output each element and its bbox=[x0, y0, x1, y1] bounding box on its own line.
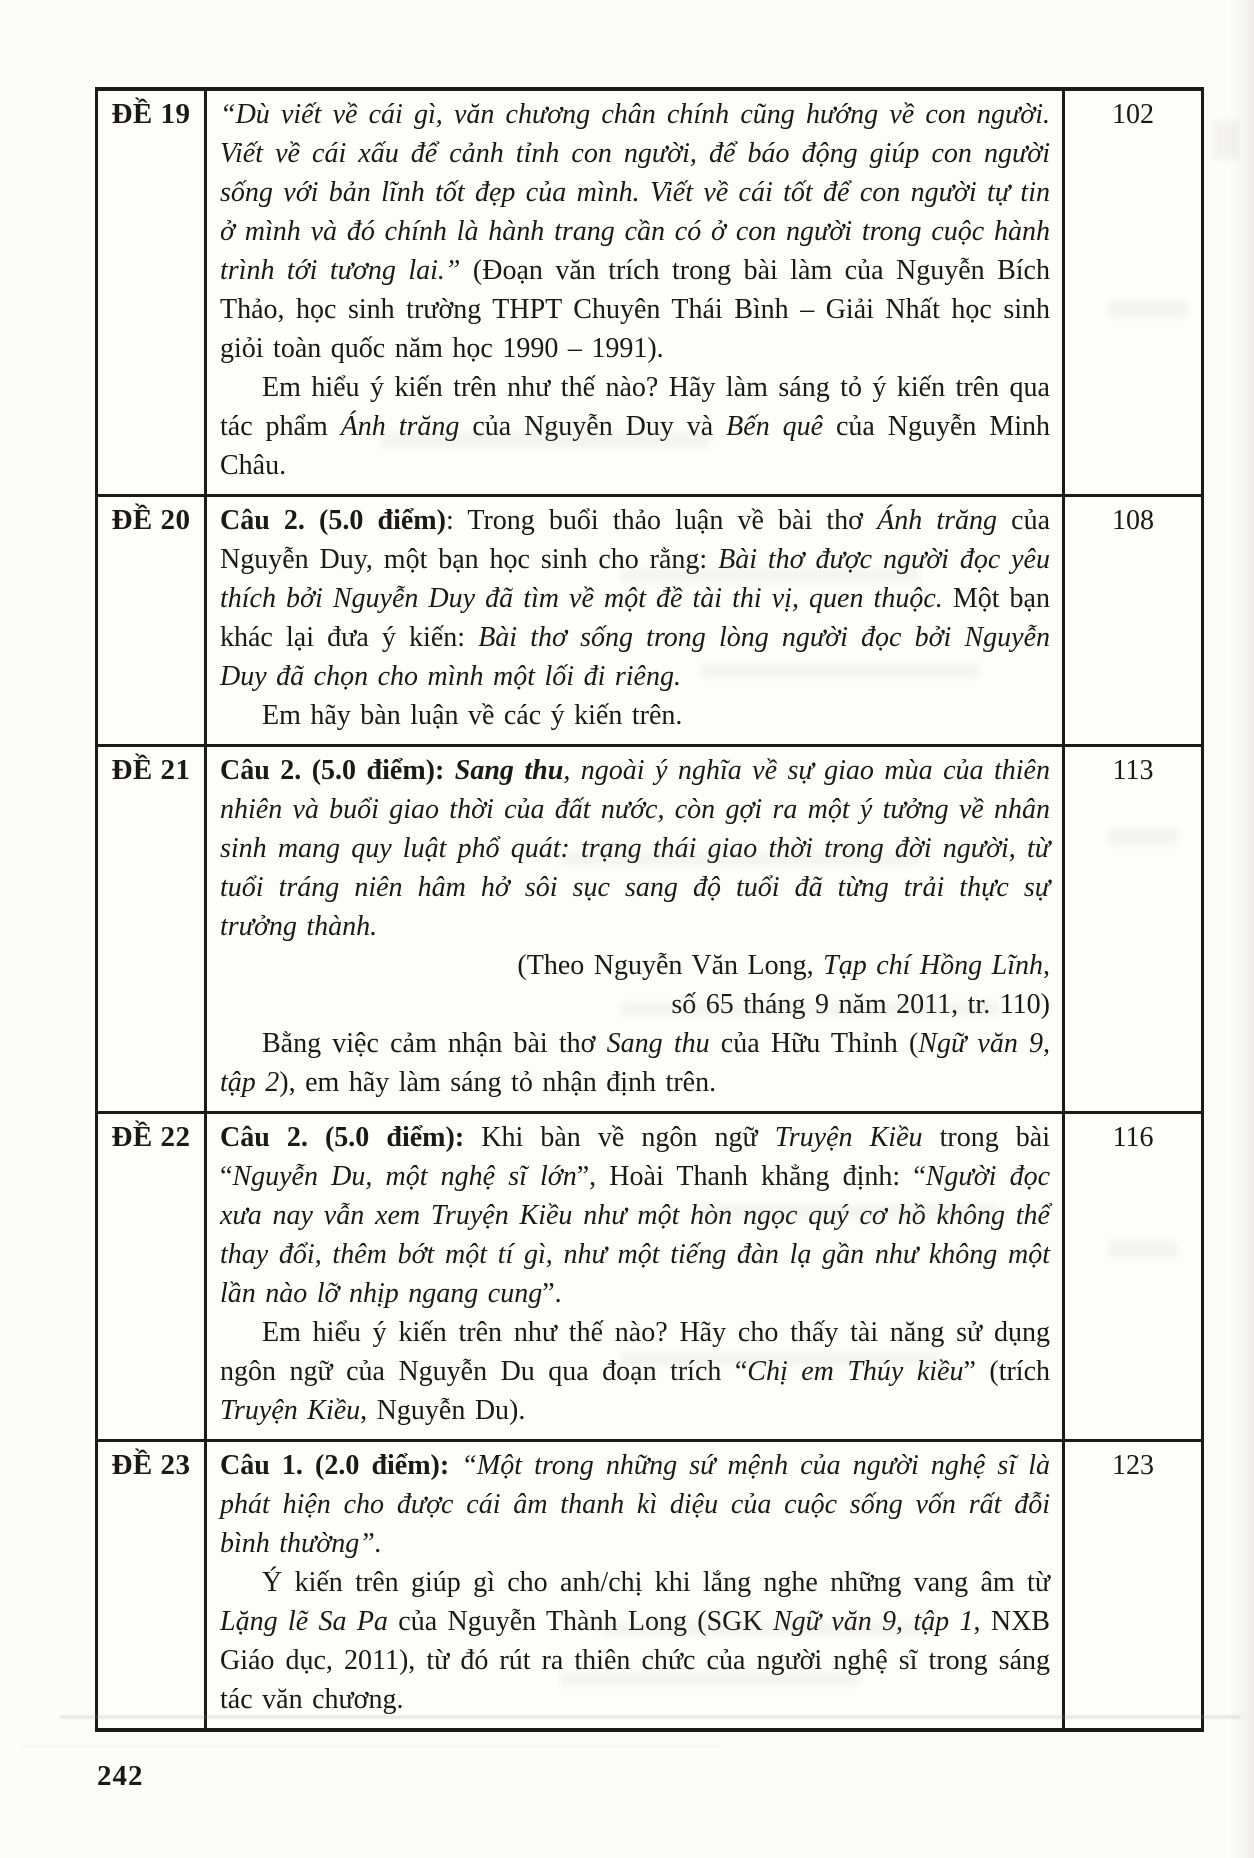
text-run: Khi bàn về ngôn ngữ bbox=[481, 1122, 775, 1153]
text-run: Nguyễn Du, một nghệ sĩ lớn bbox=[232, 1161, 577, 1192]
page-number: 108 bbox=[1112, 505, 1154, 536]
exam-description bbox=[207, 747, 1065, 1111]
text-run: Ý kiến trên giúp gì cho anh/chị khi lắng nghe những vang âm từ bbox=[262, 1567, 1050, 1598]
exam-description bbox=[207, 497, 1065, 744]
scan-edge-line bbox=[20, 1746, 720, 1747]
text-run: ”. bbox=[542, 1278, 562, 1309]
paragraph bbox=[220, 751, 1050, 946]
paragraph bbox=[220, 985, 1050, 1024]
text-run: Tạp chí Hồng Lĩnh bbox=[823, 950, 1043, 981]
text-run: : Trong buổi thảo luận về bài thơ bbox=[445, 505, 878, 536]
page-number: 102 bbox=[1112, 99, 1154, 130]
text-run: số 65 tháng 9 năm 2011, tr. 110) bbox=[671, 989, 1050, 1020]
exam-description bbox=[207, 1442, 1065, 1728]
scan-edge-shadow bbox=[1228, 0, 1254, 1858]
text-run: “Dù viết về cái gì, văn chương chân chính cũng hướng về con người. Viết về cái xấu để cảnh tỉnh con người, để báo động giúp con người sống với bản lĩnh tốt đẹp của mình. Viết về cái tốt để con người tự tin ở mình và đó chính là hành trang cần có ở con người trong cuộc hành trình tới tương lai.” bbox=[220, 99, 1050, 286]
contents-table bbox=[95, 87, 1204, 1732]
text-run: , ngoài ý nghĩa về sự giao mùa của thiên nhiên và buổi giao thời của đất nước, còn gợi ra một ý tưởng về nhân sinh mang quy luật phổ quát: trạng thái giao thời trong đời người, từ tuổi tráng niên hâm hở sôi sục sang độ tuổi đã từng trải thực sự trưởng thành. bbox=[220, 755, 1050, 942]
paragraph bbox=[220, 1024, 1050, 1102]
text-run: (Theo Nguyễn Văn Long, bbox=[517, 950, 824, 981]
text-run: Bài thơ sống trong lòng người đọc bởi Nguyễn Duy đã chọn cho mình một lối đi riêng. bbox=[220, 622, 1051, 692]
table-row bbox=[98, 1439, 1201, 1728]
text-run: Câu 2. (5.0 điểm): bbox=[220, 1122, 482, 1153]
text-run: Ngữ văn 9, tập 2 bbox=[220, 1028, 1051, 1098]
text-run: Bài thơ được người đọc yêu thích bởi Nguyễn Duy đã tìm về một đề tài thi vị, quen thuộc. bbox=[220, 544, 1050, 614]
table-row bbox=[98, 1111, 1201, 1439]
exam-number-label: ĐỀ 19 bbox=[98, 91, 207, 494]
text-run: Sang thu bbox=[454, 755, 564, 786]
text-run: Một bạn khác lại đưa ý kiến: bbox=[220, 583, 1050, 653]
text-run: Chị em Thúy kiều bbox=[747, 1356, 964, 1387]
exam-number-label: ĐỀ 22 bbox=[98, 1114, 207, 1439]
text-run: , NXB Giáo dục, 2011), từ đó rút ra thiên chức của người nghệ sĩ trong sáng tác văn chương. bbox=[220, 1606, 1050, 1715]
text-run: của Nguyễn Minh Châu. bbox=[220, 411, 1050, 481]
text-run: Ánh trăng bbox=[877, 505, 998, 536]
footer-page-number: 242 bbox=[97, 1760, 144, 1792]
paragraph bbox=[220, 368, 1050, 485]
text-run: ” (trích bbox=[963, 1356, 1051, 1387]
text-run: Em hiểu ý kiến trên như thế nào? Hãy cho thấy tài năng sử dụng ngôn ngữ của Nguyễn Du qua đoạn trích “ bbox=[220, 1317, 1050, 1387]
paragraph bbox=[220, 1446, 1050, 1563]
text-run: Bến quê bbox=[726, 411, 824, 442]
text-run: Sang thu bbox=[606, 1028, 710, 1059]
page-number: 123 bbox=[1112, 1450, 1154, 1481]
text-run: Em hiểu ý kiến trên như thế nào? Hãy làm sáng tỏ ý kiến trên qua tác phẩm bbox=[220, 372, 1050, 442]
text-run: Câu 2. (5.0 điểm): bbox=[220, 755, 455, 786]
paragraph bbox=[220, 95, 1050, 368]
text-run: Câu 2. (5.0 điểm) bbox=[220, 505, 446, 536]
text-run: (Đoạn văn trích trong bài làm của Nguyễn Bích Thảo, học sinh trường THPT Chuyên Thái Bình – Giải Nhất học sinh giỏi toàn quốc năm học 1990 – 1991). bbox=[220, 255, 1050, 364]
page-number: 116 bbox=[1112, 1122, 1154, 1153]
text-run: Ngữ văn 9, tập 1 bbox=[772, 1606, 974, 1637]
text-run: “Một trong những sứ mệnh của người nghệ sĩ là phát hiện cho được cái âm thanh kì diệu của cuộc sống vốn rất đỗi bình thường”. bbox=[220, 1450, 1050, 1559]
page-number: 113 bbox=[1112, 755, 1154, 786]
text-run: Ánh trăng bbox=[340, 411, 460, 442]
text-run: Em hãy bàn luận về các ý kiến trên. bbox=[262, 700, 683, 731]
text-run: Bằng việc cảm nhận bài thơ bbox=[262, 1028, 607, 1059]
text-run: của Nguyễn Duy và bbox=[459, 411, 727, 442]
exam-number-label: ĐỀ 20 bbox=[98, 497, 207, 744]
text-run: ), em hãy làm sáng tỏ nhận định trên. bbox=[279, 1067, 717, 1098]
exam-number-label: ĐỀ 21 bbox=[98, 747, 207, 1111]
paragraph bbox=[220, 696, 1050, 735]
text-run: , Nguyễn Du). bbox=[360, 1395, 526, 1426]
paragraph bbox=[220, 1563, 1050, 1719]
text-run: Truyện Kiều bbox=[774, 1122, 923, 1153]
text-run: của Hữu Thỉnh ( bbox=[709, 1028, 919, 1059]
table-row bbox=[98, 494, 1201, 744]
text-run: , bbox=[1043, 950, 1050, 981]
paragraph bbox=[220, 946, 1050, 985]
text-run: của Nguyễn Thành Long (SGK bbox=[387, 1606, 773, 1637]
paragraph bbox=[220, 501, 1050, 696]
exam-number-label: ĐỀ 23 bbox=[98, 1442, 207, 1728]
text-run: của Nguyễn Duy, một bạn học sinh cho rằng: bbox=[220, 505, 1051, 575]
text-run: Người đọc xưa nay vẫn xem Truyện Kiều như một hòn ngọc quý cơ hồ không thể thay đổi, thêm bớt một tí gì, như một tiếng đàn lạ gần như không một lần nào lỡ nhịp ngang cung bbox=[220, 1161, 1050, 1309]
scan-bleedthrough-artifact bbox=[1212, 120, 1238, 160]
text-run: ”, Hoài Thanh khẳng định: “ bbox=[576, 1161, 926, 1192]
paragraph bbox=[220, 1313, 1050, 1430]
text-run: Lặng lẽ Sa Pa bbox=[220, 1606, 388, 1637]
exam-description bbox=[207, 91, 1065, 494]
paragraph bbox=[220, 1118, 1050, 1313]
table-row bbox=[98, 744, 1201, 1111]
text-run: Câu 1. (2.0 điểm): bbox=[220, 1450, 462, 1481]
text-run: Truyện Kiều bbox=[220, 1395, 361, 1426]
table-row bbox=[98, 91, 1201, 494]
text-run: trong bài “ bbox=[220, 1122, 1051, 1192]
exam-description bbox=[207, 1114, 1065, 1439]
